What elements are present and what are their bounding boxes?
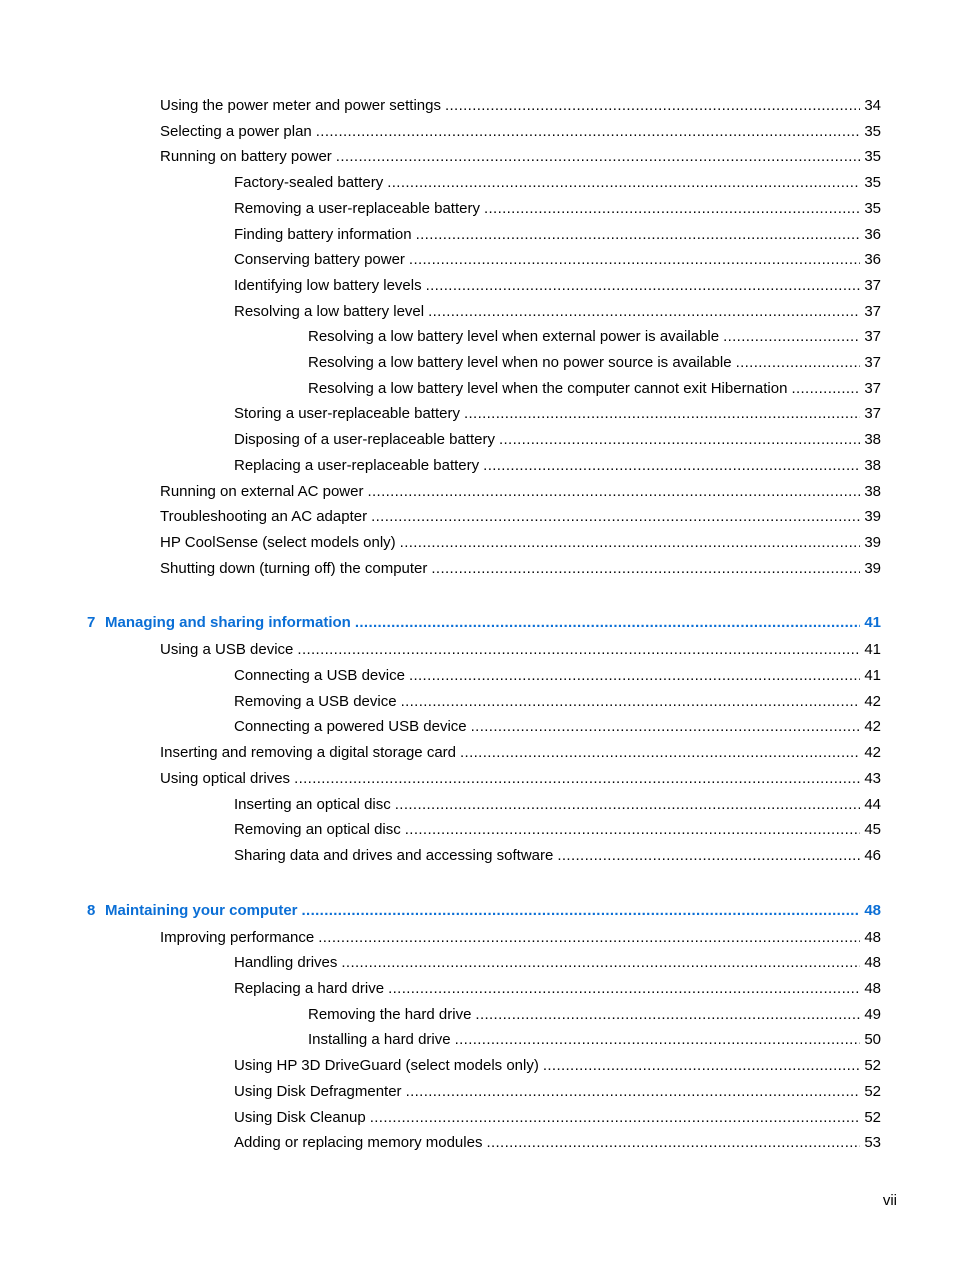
- toc-entry-link[interactable]: [160, 507, 881, 527]
- toc-entry-link[interactable]: [160, 640, 881, 660]
- toc-page-number: 36: [864, 251, 881, 269]
- toc-entry-title: Running on battery power: [160, 148, 332, 166]
- toc-entry-title: Selecting a power plan: [160, 122, 312, 140]
- toc-entry-link[interactable]: [308, 1030, 881, 1050]
- toc-page-number: 52: [864, 1057, 881, 1075]
- dot-leader: [370, 1108, 861, 1128]
- toc-page-number: 42: [864, 692, 881, 710]
- dot-leader: [736, 353, 861, 373]
- dot-leader: [336, 147, 861, 167]
- toc-entry-title: Replacing a hard drive: [234, 980, 385, 997]
- toc-page-number: 53: [864, 1134, 881, 1152]
- toc-page-number: 34: [864, 97, 881, 114]
- dot-leader: [428, 302, 860, 322]
- toc-entry-title: Removing a USB device: [234, 692, 397, 710]
- toc-entry-title: Adding or replacing memory modules: [234, 1134, 483, 1152]
- toc-entry-title: Replacing a user-replaceable battery: [234, 456, 480, 474]
- dot-leader: [401, 692, 861, 712]
- toc-entry-title: Using Disk Defragmenter: [234, 1082, 402, 1100]
- toc-entry-title: Shutting down (turning off) the computer: [160, 559, 428, 577]
- toc-page-number: 48: [864, 901, 881, 919]
- toc-entry-link[interactable]: [234, 1108, 881, 1128]
- toc-entry-title: [87, 901, 302, 921]
- toc-page-number: 41: [864, 614, 881, 632]
- toc-entry-title: Using Disk Cleanup: [234, 1108, 366, 1126]
- toc-page-number: 38: [864, 482, 881, 500]
- dot-leader: [543, 1056, 860, 1076]
- dot-leader: [316, 122, 861, 142]
- dot-leader: [341, 953, 860, 973]
- toc-page-number: 35: [864, 174, 881, 192]
- chapter-number: 8: [87, 901, 96, 919]
- toc-entry-title: Running on external AC power: [160, 482, 364, 500]
- toc-entry-link[interactable]: [234, 692, 881, 712]
- toc-page-number: 48: [864, 980, 881, 997]
- toc-page-number: 38: [864, 431, 881, 449]
- dot-leader: [486, 1133, 860, 1153]
- page-number: vii: [882, 1192, 897, 1209]
- toc-entry-link[interactable]: [234, 199, 881, 219]
- toc-entry-title: Using the power meter and power settings: [160, 97, 441, 114]
- toc-entry-link[interactable]: [160, 147, 881, 167]
- toc-page-number: 44: [864, 795, 881, 813]
- dot-leader: [355, 613, 860, 633]
- toc-entry-link[interactable]: [234, 795, 881, 815]
- toc-page-number: 37: [864, 354, 881, 371]
- toc-entry-title: Resolving a low battery level when external power is available: [308, 328, 720, 346]
- toc-entry-link[interactable]: [308, 353, 881, 373]
- dot-leader: [406, 1082, 861, 1102]
- dot-leader: [371, 507, 860, 527]
- toc-page-number: 50: [864, 1031, 881, 1049]
- toc-page-number: 37: [864, 379, 881, 397]
- dot-leader: [409, 666, 860, 686]
- dot-leader: [484, 199, 860, 219]
- toc-entry-link[interactable]: [160, 743, 881, 763]
- dot-leader: [294, 769, 860, 789]
- toc-page-number: 37: [864, 328, 881, 346]
- toc-entry-link[interactable]: [160, 533, 881, 553]
- dot-leader: [483, 456, 860, 476]
- toc-entry-title: Using optical drives: [160, 769, 291, 787]
- dot-leader: [723, 327, 860, 347]
- toc-page-number: 35: [864, 148, 881, 166]
- toc-entry-title: Inserting and removing a digital storage card: [160, 744, 457, 762]
- dot-leader: [431, 559, 860, 579]
- toc-entry-title: [87, 613, 355, 633]
- toc-entry-link[interactable]: [234, 302, 881, 322]
- toc-entry-title: Factory-sealed battery: [234, 174, 384, 192]
- toc-entry-title: Troubleshooting an AC adapter: [160, 508, 368, 526]
- toc-page-number: 37: [864, 302, 881, 320]
- chapter-title: Managing and sharing information: [105, 614, 351, 632]
- toc-entry-link[interactable]: [160, 96, 881, 116]
- toc-entry-title: Storing a user-replaceable battery: [234, 405, 460, 423]
- toc-page-number: 35: [864, 199, 881, 217]
- dot-leader: [388, 979, 860, 999]
- toc-page-number: 37: [864, 405, 881, 423]
- toc-entry-link[interactable]: [234, 456, 881, 476]
- dot-leader: [302, 901, 861, 921]
- dot-leader: [400, 533, 861, 553]
- toc-entry-link[interactable]: [234, 979, 881, 999]
- toc-entry-link[interactable]: [160, 928, 881, 948]
- dot-leader: [455, 1030, 861, 1050]
- toc-entry-title: Installing a hard drive: [308, 1031, 451, 1049]
- toc-entry-link[interactable]: [234, 820, 881, 840]
- toc-page-number: 43: [864, 769, 881, 787]
- toc-entry-link[interactable]: [308, 327, 881, 347]
- toc-page-number: 52: [864, 1108, 881, 1126]
- toc-chapter-link[interactable]: [87, 901, 881, 921]
- toc-entry-title: Connecting a USB device: [234, 667, 405, 684]
- toc-entry-link[interactable]: [234, 430, 881, 450]
- toc-entry-title: Disposing of a user-replaceable battery: [234, 431, 495, 449]
- dot-leader: [409, 250, 860, 270]
- toc-entry-link[interactable]: [234, 250, 881, 270]
- toc-entry-link[interactable]: [160, 559, 881, 579]
- toc-entry-title: Removing the hard drive: [308, 1005, 472, 1023]
- dot-leader: [387, 173, 860, 193]
- dot-leader: [318, 928, 860, 948]
- toc-entry-link[interactable]: [234, 404, 881, 424]
- toc-entry-title: Inserting an optical disc: [234, 795, 391, 813]
- toc-entry-link[interactable]: [234, 717, 881, 737]
- toc-entry-title: Connecting a powered USB device: [234, 718, 467, 736]
- toc-page-number: 45: [864, 821, 881, 839]
- toc-page-number: 41: [864, 667, 881, 684]
- toc-page-number: 35: [864, 122, 881, 140]
- dot-leader: [499, 430, 860, 450]
- toc-entry-link[interactable]: [234, 846, 881, 866]
- toc-entry-link[interactable]: [160, 122, 881, 142]
- toc-entry-title: Handling drives: [234, 954, 338, 972]
- toc-page-number: 48: [864, 928, 881, 946]
- toc-page-number: 37: [864, 276, 881, 294]
- toc-entry-title: Sharing data and drives and accessing software: [234, 846, 554, 864]
- dot-leader: [297, 640, 860, 660]
- toc-entry-link[interactable]: [308, 379, 881, 399]
- dot-leader: [475, 1005, 860, 1025]
- toc-entry-link[interactable]: [234, 1082, 881, 1102]
- toc-page-number: 42: [864, 718, 881, 736]
- toc-page-number: 36: [864, 225, 881, 243]
- toc-page-number: 52: [864, 1082, 881, 1100]
- toc-entry-link[interactable]: [160, 482, 881, 502]
- toc-entry-title: Resolving a low battery level when the computer cannot exit Hibernation: [308, 379, 788, 397]
- toc-page-number: 46: [864, 846, 881, 864]
- toc-entry-title: Improving performance: [160, 928, 315, 946]
- toc-page-number: 39: [864, 559, 881, 577]
- toc-entry-link[interactable]: [160, 769, 881, 789]
- toc-entry-title: Using a USB device: [160, 641, 294, 659]
- toc-entry-link[interactable]: [234, 953, 881, 973]
- dot-leader: [791, 379, 860, 399]
- dot-leader: [367, 482, 860, 502]
- toc-entry-link[interactable]: [234, 666, 881, 686]
- toc-entry-link[interactable]: [234, 276, 881, 296]
- toc-entry-title: Removing an optical disc: [234, 821, 401, 839]
- toc-chapter-link[interactable]: [87, 613, 881, 633]
- toc-page-number: 39: [864, 533, 881, 551]
- dot-leader: [557, 846, 860, 866]
- toc-entry-title: Conserving battery power: [234, 251, 405, 269]
- toc-page-number: 49: [864, 1005, 881, 1023]
- toc-entry-link[interactable]: [308, 1005, 881, 1025]
- toc-page-number: 39: [864, 508, 881, 526]
- chapter-title: Maintaining your computer: [105, 901, 298, 919]
- toc-entry-title: Removing a user-replaceable battery: [234, 199, 480, 217]
- dot-leader: [471, 717, 861, 737]
- toc-entry-link[interactable]: [234, 173, 881, 193]
- toc-entry-title: Identifying low battery levels: [234, 276, 422, 294]
- toc-entry-title: Finding battery information: [234, 225, 412, 243]
- toc-entry-title: Resolving a low battery level when no power source is available: [308, 354, 732, 371]
- dot-leader: [395, 795, 861, 815]
- toc-entry-link[interactable]: [234, 1056, 881, 1076]
- toc-entry-link[interactable]: [234, 1133, 881, 1153]
- toc-page-number: 41: [864, 641, 881, 659]
- chapter-number: 7: [87, 614, 96, 632]
- toc-page-number: 48: [864, 954, 881, 972]
- dot-leader: [416, 225, 861, 245]
- dot-leader: [405, 820, 861, 840]
- toc-entry-title: HP CoolSense (select models only): [160, 533, 396, 551]
- toc-entry-title: Using HP 3D DriveGuard (select models only): [234, 1057, 539, 1075]
- toc-page-number: 42: [864, 744, 881, 762]
- dot-leader: [464, 404, 860, 424]
- dot-leader: [426, 276, 861, 296]
- dot-leader: [445, 96, 860, 116]
- toc-entry-link[interactable]: [234, 225, 881, 245]
- toc-page-number: 38: [864, 456, 881, 474]
- dot-leader: [460, 743, 860, 763]
- toc-entry-title: Resolving a low battery level: [234, 302, 425, 320]
